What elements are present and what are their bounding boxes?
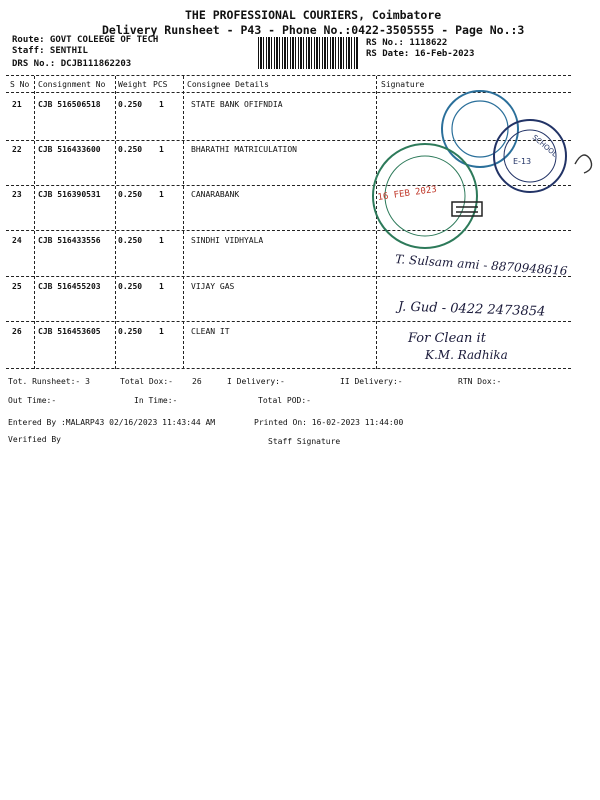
table-top-rule [6,75,571,76]
signature-row26-line1: For Clean it [408,331,486,346]
col-consignee: Consignee Details [187,80,269,89]
row-pcs: 1 [159,145,164,154]
rs-no-label: RS No.: 1118622 [366,38,448,48]
verified-by: Verified By [8,435,61,444]
total-pod: Total POD:- [258,396,311,405]
row-sno: 24 [12,236,22,245]
row-consignment: CJB 516433556 [38,236,101,245]
row-pcs: 1 [159,190,164,199]
col-consignment: Consignment No [38,80,106,89]
total-dox-value: 26 [192,377,202,386]
out-time: Out Time:- [8,396,57,405]
stamp-code: E-13 [513,157,532,166]
col-sno: S No [10,80,30,89]
row-sno: 23 [12,190,22,199]
row-sno: 22 [12,145,22,154]
row-consignment: CJB 516453605 [38,327,101,336]
col-divider [183,76,184,369]
col-divider [34,76,35,369]
row-pcs: 1 [159,282,164,291]
entered-by: Entered By :MALARP43 02/16/2023 11:43:44 AM [8,418,216,427]
row-weight: 0.250 [118,145,143,154]
ii-delivery: II Delivery:- [340,377,403,386]
table-bottom-rule [6,368,571,369]
row-consignee: SINDHI VIDHYALA [191,236,264,245]
i-delivery: I Delivery:- [227,377,285,386]
drs-label: DRS No.: DCJB111862203 [12,59,132,69]
row-consignee: CANARABANK [191,190,240,199]
row-consignment: CJB 516506518 [38,100,101,109]
row-weight: 0.250 [118,236,143,245]
stamp-school: SCHOOL [530,133,559,159]
signature-row25: J. Gud - 0422 2473854 [397,299,546,320]
total-dox-label: Total Dox:- [120,377,173,386]
row-pcs: 1 [159,100,164,109]
signature-row24: T. Sulsam ami - 8870948616 [394,251,568,279]
tot-runsheet: Tot. Runsheet:- 3 [8,377,90,386]
row-consignment: CJB 516433600 [38,145,101,154]
row-rule [6,321,571,322]
stamps-graphic [370,84,600,254]
col-pcs: PCS [153,80,168,89]
row-rule [6,276,571,277]
row-consignment: CJB 516455203 [38,282,101,291]
row-consignee: BHARATHI MATRICULATION [191,145,297,154]
rtn-dox: RTN Dox:- [458,377,502,386]
row-sno: 21 [12,100,22,109]
route-label: Route: GOVT COLEEGE OF TECH [12,35,159,45]
stamp-date: 16 FEB 2023 [377,184,438,203]
row-weight: 0.250 [118,327,143,336]
staff-signature: Staff Signature [268,437,341,446]
row-consignment: CJB 516390531 [38,190,101,199]
row-consignee: VIJAY GAS [191,282,235,291]
col-divider [115,76,116,369]
row-weight: 0.250 [118,100,143,109]
row-sno: 25 [12,282,22,291]
row-consignee: STATE BANK OFIFNDIA [191,100,283,109]
runsheet-title: Delivery Runsheet - P43 - Phone No.:0422-3505555 - Page No.:3 [102,23,525,37]
printed-on: Printed On: 16-02-2023 11:44:00 [254,418,404,427]
col-weight: Weight [118,80,147,89]
company-title: THE PROFESSIONAL COURIERS, Coimbatore [185,8,442,22]
col-signature: Signature [381,80,425,89]
row-weight: 0.250 [118,282,143,291]
row-pcs: 1 [159,236,164,245]
signature-row26-line2: K.M. Radhika [425,348,508,362]
barcode [258,37,358,69]
row-sno: 26 [12,327,22,336]
staff-label: Staff: SENTHIL [12,46,88,56]
row-pcs: 1 [159,327,164,336]
row-consignee: CLEAN IT [191,327,230,336]
rs-date-label: RS Date: 16-Feb-2023 [366,49,475,59]
in-time: In Time:- [134,396,178,405]
row-weight: 0.250 [118,190,143,199]
